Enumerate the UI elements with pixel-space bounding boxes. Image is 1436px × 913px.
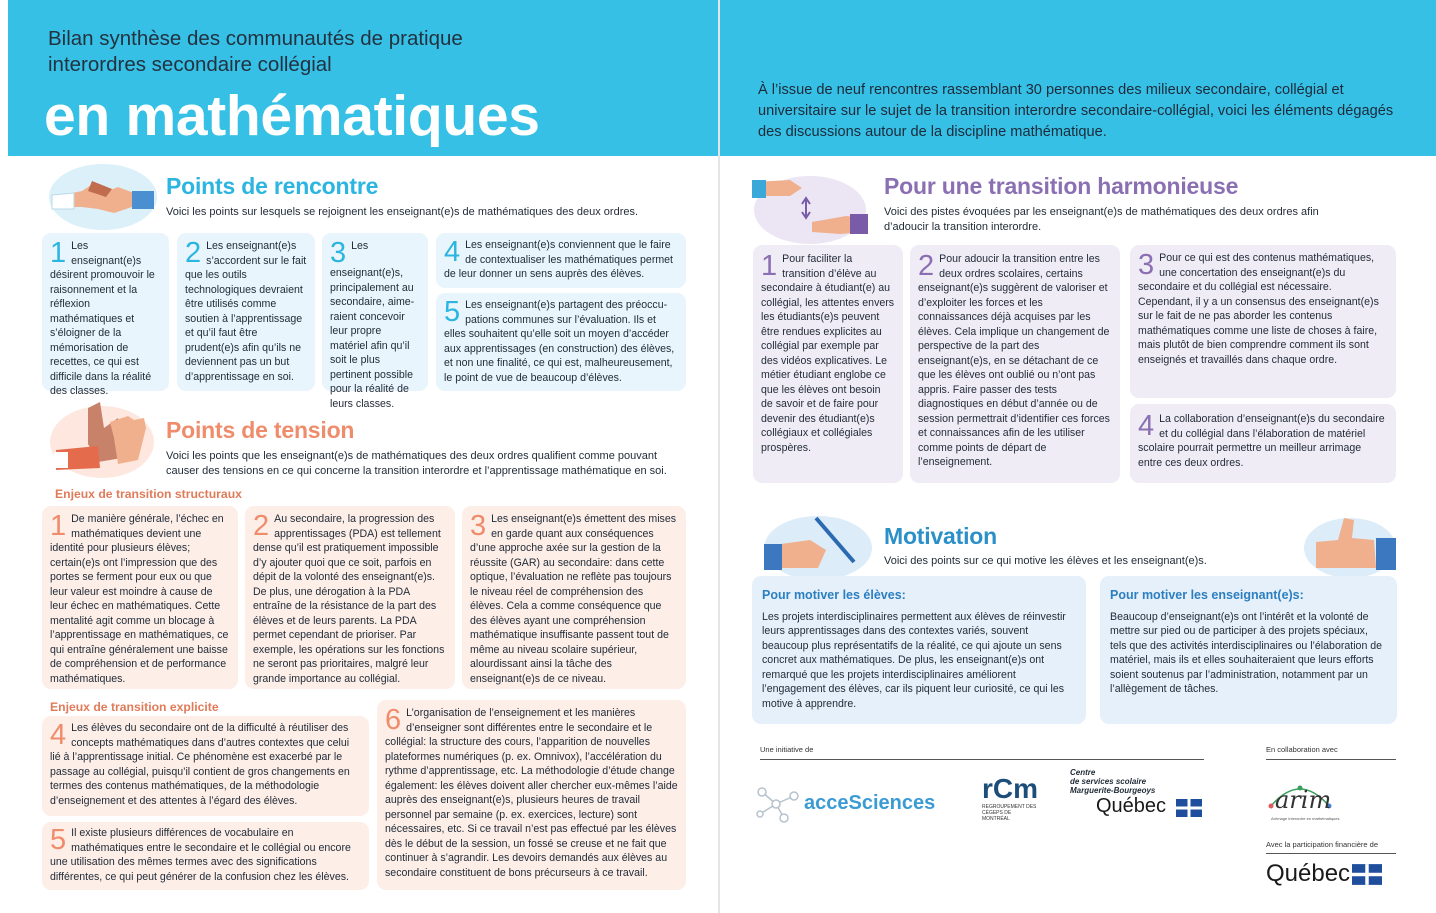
card-number: 3 bbox=[330, 237, 347, 269]
card-number: 2 bbox=[185, 237, 202, 269]
card-number: 1 bbox=[50, 510, 67, 542]
card-text: De manière générale, l’échec en mathématiques devient une identité pour plusieurs élèves; certain(e)s ont l’impression que des portes se ferment pour eux ou que leur valeur est moindre à cause de leur échec en mathématiques. Cette mentalité agit comme un blocage à l’apprentissage en mathématiques, ce qui entraîne généralement une baisse de compréhension et de performance mathématiques. bbox=[50, 513, 229, 685]
teachers-text: Beaucoup d’enseignant(e)s ont l’intérêt et la volonté de mettre sur pied ou de participer à des projets spéciaux, tels que des activités interdisciplinaires ou l’élaboration de matériel, mais ils et elles souhaiteraient que leurs efforts soient soutenus par l’administration, notamment par un l’allègement de tâches. bbox=[1110, 610, 1383, 695]
arim-text: arim bbox=[1275, 786, 1332, 814]
card-number: 4 bbox=[50, 719, 67, 751]
transition-card-2 bbox=[910, 245, 1120, 483]
transition-card-4 bbox=[1130, 404, 1396, 483]
tension-card-2 bbox=[245, 506, 455, 689]
css-line-2: de services scolaire bbox=[1070, 777, 1147, 786]
rencontre-title: Points de rencontre bbox=[166, 173, 379, 199]
rencontre-card-2 bbox=[177, 233, 315, 391]
card-number: 1 bbox=[761, 250, 778, 282]
collab-label: En collaboration avec bbox=[1266, 745, 1338, 754]
transition-title: Pour une transition harmonieuse bbox=[884, 173, 1239, 199]
tension-card-4 bbox=[42, 716, 369, 816]
main-title: en mathématiques bbox=[44, 84, 540, 148]
footer-rule-funding bbox=[1266, 853, 1396, 854]
rencontre-card-5 bbox=[436, 293, 686, 391]
arim-logo bbox=[1265, 776, 1340, 826]
card-text: La collaboration d’enseignant(e)s du secondaire et du collégial dans l’élaboration de matériel scolaire pourrait permettre un meilleur arrimage entre ces deux ordres. bbox=[1138, 413, 1385, 469]
arim-subtext: Arrimage interordre en mathématiques bbox=[1271, 816, 1340, 821]
card-text: Pour adoucir la transition entre les deux ordres scolaires, certains enseignant(e)s suggèrent de valoriser et d’exploiter les forces et les connaissances déjà acquises par les élèves. Cela implique un changement de perspective de la part des enseignant(e)s, en se détachant de ce que les élèves ont oublié ou n’ont pas appris. Faire passer des tests diagnostiques en début d’année ou de session permettrait d’identifier ces forces et connaissances afin de les utiliser comme points de départ de l’enseignement. bbox=[918, 253, 1110, 468]
card-text: Il existe plusieurs différences de vocabulaire en mathématiques entre le secondaire et le collégial ou encore une utilisation des mêmes termes avec des significations différentes, ce qui peut générer de la confusion chez les élèves. bbox=[50, 827, 351, 883]
students-text: Les projets interdisciplinaires permettent aux élèves de réinvestir leurs apprentissages dans des contextes variés, souvent beaucoup plus représentatifs de la réalité, ce qui ajoute un sens concret aux mathématiques. De plus, les enseignant(e)s ont remarqué que les projets interdisciplinaires améliorent l’engagement des élèves, car ils piquent leur curiosité, ce qui les motive à apprendre. bbox=[762, 610, 1066, 710]
card-text: Au secondaire, la progression des apprentissages (PDA) est tellement dense qu’il est pratiquement impossible d’y ajouter quoi que ce soit, parfois en dépit de la volonté des enseignant(e)s. De plus, une dérogation à la PDA entraîne de la résistance de la part des élèves et de leurs parents. La PDA permet cependant de prioriser. Par exemple, les opérations sur les fonctions ne seront pas prioritaires, malgré leur grande importance au collégial. bbox=[253, 513, 445, 685]
header-subtitle bbox=[48, 26, 463, 78]
css-line-1: Centre bbox=[1070, 768, 1096, 777]
card-text: Les enseignant(e)s désirent promouvoir le raisonnement et la réflexion mathématiques et s’éloigner de la mémorisation de recettes, ce qui est difficile dans la réalité des classes. bbox=[50, 240, 155, 397]
accesciences-logo bbox=[754, 782, 954, 824]
css-line-3: Marguerite-Bourgeoys bbox=[1070, 786, 1156, 795]
card-number: 2 bbox=[253, 510, 270, 542]
rencontre-card-3 bbox=[322, 233, 428, 410]
teachers-heading: Pour motiver les enseignant(e)s: bbox=[1110, 588, 1304, 602]
transition-description: Voici des pistes évoquées par les enseignant(e)s de mathématiques des deux ordres afin d’adoucir la transition interordre. bbox=[884, 206, 1319, 233]
handshake-icon bbox=[48, 163, 156, 231]
card-text: Pour ce qui est des contenus mathématiques, une concertation des enseignant(e)s du secondaire et du collégial est nécessaire. Cependant, il y a un consensus des enseignant(e)s sur le fait de ne pas aborder les contenus mathématiques comme une liste de choses à faire, mais plutôt de bien comprendre comment ils sont enseignés et travaillés dans chaque ordre. bbox=[1138, 252, 1379, 366]
tension-description: Voici les points que les enseignant(e)s de mathématiques des deux ordres qualifient comme pouvant causer des tensions en ce qui concerne la transition interordre et l’apprentissage mathématique en soi. bbox=[166, 450, 667, 477]
motivation-students-card bbox=[752, 576, 1086, 724]
transition-card-3 bbox=[1130, 245, 1396, 398]
card-number: 5 bbox=[444, 296, 461, 328]
subtitle-line-1: Bilan synthèse des communautés de pratique bbox=[48, 27, 463, 50]
motivation-title: Motivation bbox=[884, 523, 997, 549]
rcm-logo bbox=[982, 774, 1042, 824]
card-text: L’organisation de l’enseignement et les manières d’enseigner sont différentes entre le secondaire et le collégial: la structure des cours, l’apparition de nouvelles plateformes numériques (p. ex. Omnivox), l’accélération du rythme d’apprentissage, etc. La méthodologie d’étude change également: les élèves doivent aller chercher eux-mêmes l’aide auprès des enseignant(e)s, plusieurs heures de travail personnel par semaine (p. ex. exercices, lecture) sont nécessaires, etc. Si ce travail n’est pas effectué par les élèves dès le début de la session, un fossé se creuse et ne fait que continuer à s’agrandir. Les devoirs demandés aux élèves au secondaire constituent de bons précurseurs à ce travail. bbox=[385, 707, 678, 879]
card-text: Pour faciliter la transition d’élève au secondaire à étudiant(e) au collégial, les attentes envers les étudiants(e)s peuvent être rendues explicites au collégial par exemple par des vidéos explicatives. Le métier étudiant englobe ce que les élèves ont besoin de savoir et de faire pour devenir des étudiant(e)s collégiaux et collégiales prospères. bbox=[761, 253, 895, 454]
explicit-heading: Enjeux de transition explicite bbox=[50, 700, 219, 714]
card-text: Les enseignant(e)s émettent des mises en garde quant aux conséquences d’une approche axée sur la gestion de la réussite (GAR) au secondaire: dans cette optique, l’évaluation ne reflète pas toujours le niveau réel de compréhension des élèves. Cela a comme conséquence que des élèves ayant une compréhension mathématique insuffisante passent tout de même au niveau scolaire supérieur, alourdissant ainsi la tâche des enseignant(e)s de ce niveau. bbox=[470, 513, 677, 685]
card-text: Les enseignant(e)s partagent des préoccu-pations communes sur l’évaluation. Ils et elles souhaitent qu’elle soit un moyen d’accéder aux apprentissages (en construction) des élèves, et non une finalité, ce qui est, malheureusement, le point de vue de beaucoup d’élèves. bbox=[444, 299, 675, 384]
thumbs-up-icon bbox=[1298, 512, 1398, 580]
intro-text: À l’issue de neuf rencontres rassemblant 30 personnes des milieux secondaire, collégial et universitaire sur le sujet de la transition interordre secondaire-collégial, voici les éléments dégagés des discussions autour de la discipline mathématique. bbox=[758, 82, 1394, 140]
css-quebec-logo bbox=[1070, 768, 1210, 820]
card-number: 1 bbox=[50, 237, 67, 269]
card-number: 2 bbox=[918, 250, 935, 282]
tension-card-1 bbox=[42, 506, 238, 689]
card-number: 3 bbox=[1138, 249, 1155, 281]
tension-title: Points de tension bbox=[166, 417, 355, 443]
left-header-banner bbox=[8, 0, 718, 156]
rencontre-card-4 bbox=[436, 233, 686, 288]
quebec-gov-logo bbox=[1266, 860, 1396, 890]
card-number: 5 bbox=[50, 824, 67, 856]
transition-card-1 bbox=[753, 245, 903, 483]
card-text: Les enseignant(e)s conviennent que le faire de contextualiser les mathématiques permet de leur donner un sens auprès des élèves. bbox=[444, 239, 674, 280]
quebec-flag-icon bbox=[1176, 799, 1202, 817]
card-number: 4 bbox=[444, 236, 461, 268]
motivation-teachers-card bbox=[1100, 576, 1397, 724]
card-text: Les enseignant(e)s s’accordent sur le fait que les outils technologiques devraient être utilisés comme soutien à l’apprentissage et qu’il faut être prudent(e)s afin qu’ils ne deviennent pas un but d’apprentissage en soi. bbox=[185, 240, 307, 383]
quebec-flag-icon bbox=[1352, 864, 1382, 885]
students-heading: Pour motiver les élèves: bbox=[762, 588, 906, 602]
rencontre-description: Voici les points sur lesquels se rejoignent les enseignant(e)s de mathématiques des deux ordres. bbox=[166, 206, 639, 218]
stop-hands-icon bbox=[48, 398, 156, 480]
structural-heading: Enjeux de transition structuraux bbox=[55, 487, 242, 501]
card-text: Les élèves du secondaire ont de la difficulté à réutiliser des concepts mathématiques dans d’autres contextes que celui lié à l’apprentissage initial. Ce phénomène est exacerbé par le passage au collégial, puisqu’il contient de gros changements en termes des contenus mathématiques, de la méthodologie d’enseignement et des attentes à l’égard des élèves. bbox=[50, 722, 350, 807]
card-number: 4 bbox=[1138, 410, 1155, 442]
passing-hands-icon bbox=[750, 172, 868, 246]
rcm-text: rCm bbox=[982, 773, 1039, 804]
funding-label: Avec la participation financière de bbox=[1266, 840, 1379, 849]
motivation-description: Voici des points sur ce qui motive les élèves et les enseignant(e)s. bbox=[884, 555, 1207, 567]
right-header-banner bbox=[720, 0, 1436, 156]
quebec-wordmark-large: Québec bbox=[1266, 860, 1351, 887]
accesciences-text: acceSciences bbox=[804, 792, 936, 814]
molecule-icon bbox=[754, 782, 810, 824]
writing-hand-icon bbox=[760, 510, 872, 582]
tension-card-5 bbox=[42, 822, 369, 890]
footer-rule-right bbox=[1266, 759, 1396, 760]
subtitle-line-2: interordres secondaire collégial bbox=[48, 53, 332, 76]
rcm-subtext: REGROUPEMENT DES CÉGEPS DE MONTRÉAL bbox=[982, 804, 1037, 822]
footer-rule-left bbox=[760, 759, 1204, 760]
tension-card-3 bbox=[462, 506, 686, 689]
quebec-wordmark: Québec bbox=[1096, 795, 1167, 817]
initiative-label: Une initiative de bbox=[760, 745, 814, 754]
rencontre-card-1 bbox=[42, 233, 169, 397]
tension-card-6 bbox=[377, 700, 686, 890]
right-page bbox=[720, 0, 1436, 913]
card-number: 6 bbox=[385, 704, 402, 736]
card-number: 3 bbox=[470, 510, 487, 542]
card-text: Les enseignant(e)s, principalement au secondaire, aime-raient concevoir leur propre matériel afin qu’il soit le plus pertinent possible pour la réalité de leurs classes. bbox=[330, 240, 415, 410]
